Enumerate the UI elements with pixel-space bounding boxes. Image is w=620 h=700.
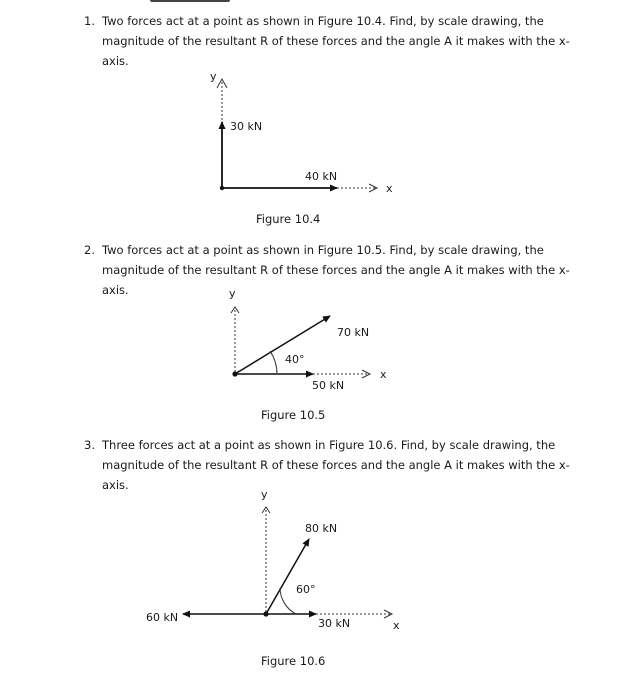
question-number: 2.: [84, 243, 95, 257]
question-text-line: magnitude of the resultant R of these forces and the angle A it makes with the x-: [102, 34, 570, 48]
y-axis-label: y: [261, 488, 268, 501]
figure-caption: Figure 10.5: [261, 408, 326, 422]
origin-point: [263, 611, 268, 616]
angle-label-60deg: 60°: [296, 583, 316, 596]
question-text-line: axis.: [102, 283, 129, 297]
figure-10-5: [229, 287, 387, 392]
force-label-60kn: 60 kN: [146, 611, 179, 624]
y-axis-label: y: [210, 70, 217, 83]
force-label-50kn: 50 kN: [312, 379, 345, 392]
figure-caption: Figure 10.6: [261, 654, 326, 668]
force-vector-70kn: [235, 316, 330, 374]
figure-caption: Figure 10.4: [256, 212, 321, 226]
question-text-line: magnitude of the resultant R of these forces and the angle A it makes with the x-: [102, 263, 570, 277]
question-number: 1.: [84, 14, 95, 28]
force-label-80kn: 80 kN: [305, 522, 338, 535]
figure-10-4: [210, 70, 393, 195]
x-axis-label: x: [386, 182, 393, 195]
y-axis-label: y: [229, 287, 236, 300]
angle-arc-40deg: [270, 351, 277, 374]
force-vector-80kn: [266, 539, 309, 614]
origin-point: [220, 186, 224, 190]
question-text-line: axis.: [102, 54, 129, 68]
x-axis-label: x: [380, 368, 387, 381]
force-label-30kn: 30 kN: [318, 617, 351, 630]
force-label-70kn: 70 kN: [337, 326, 370, 339]
question-text-line: magnitude of the resultant R of these forces and the angle A it makes with the x-: [102, 458, 570, 472]
question-number: 3.: [84, 438, 95, 452]
question-2: [84, 240, 584, 300]
angle-label-40deg: 40°: [285, 353, 305, 366]
question-text-line: Two forces act at a point as shown in Figure 10.5. Find, by scale drawing, the: [102, 243, 544, 257]
question-text-line: Three forces act at a point as shown in Figure 10.6. Find, by scale drawing, the: [102, 438, 556, 452]
angle-arc-60deg: [280, 588, 296, 614]
force-label-30kn: 30 kN: [230, 120, 263, 133]
question-text-line: Two forces act at a point as shown in Figure 10.4. Find, by scale drawing, the: [102, 14, 544, 28]
question-3: [84, 435, 584, 495]
origin-point: [232, 371, 237, 376]
question-text-line: axis.: [102, 478, 129, 492]
x-axis-label: x: [393, 619, 400, 632]
force-label-40kn: 40 kN: [305, 170, 338, 183]
figure-10-6: [146, 488, 400, 632]
